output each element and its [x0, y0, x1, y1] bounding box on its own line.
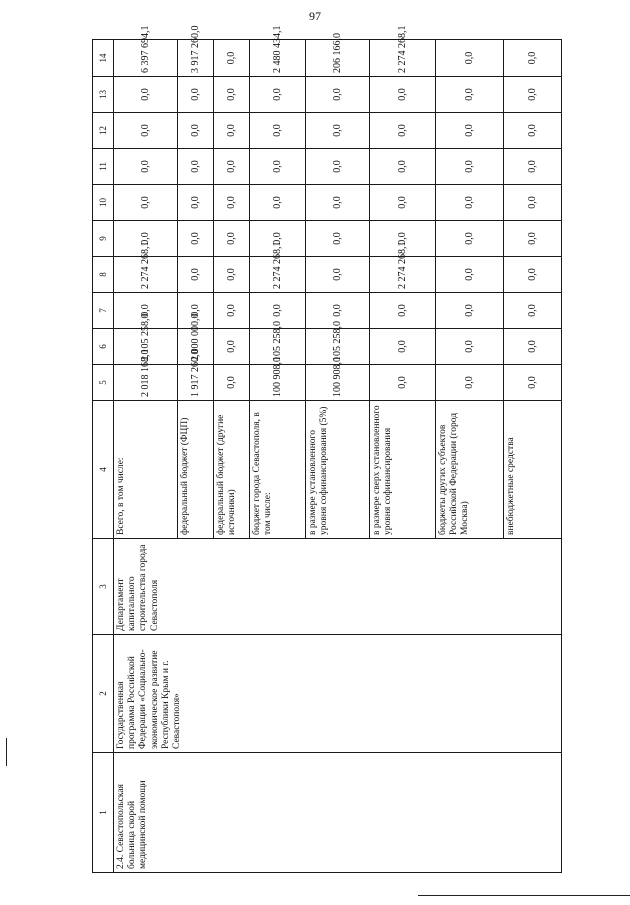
value-cell: 0,0	[504, 329, 562, 365]
page-number: 97	[309, 9, 321, 23]
column-number: 8	[93, 257, 114, 293]
value-cell: 0,0	[214, 113, 250, 149]
value-cell: 0,0	[370, 149, 436, 185]
value-cell: 0,0	[214, 293, 250, 329]
value-cell: 0,0	[504, 365, 562, 401]
value-cell: 3 917 260,0	[178, 40, 214, 77]
value-cell: 0,0	[504, 77, 562, 113]
value-cell: 0,0	[306, 185, 370, 221]
value-cell: 0,0	[250, 149, 306, 185]
column-number: 10	[93, 185, 114, 221]
value-cell: 0,0	[214, 77, 250, 113]
value-cell: 100 908,0	[306, 365, 370, 401]
value-cell: 2 480 434,1	[250, 40, 306, 77]
funding-source-label: бюджет города Севастополя, в том числе:	[250, 401, 306, 539]
value-cell: 0,0	[214, 185, 250, 221]
budget-table	[92, 25, 562, 873]
value-cell: 0,0	[178, 185, 214, 221]
value-cell: 0,0	[436, 365, 504, 401]
value-cell: 0,0	[370, 293, 436, 329]
value-cell: 0,0	[306, 113, 370, 149]
value-cell: 2 018 168,0	[114, 365, 178, 401]
value-cell: 0,0	[370, 365, 436, 401]
binding-mark	[6, 738, 7, 766]
value-cell: 0,0	[306, 77, 370, 113]
value-cell: 0,0	[436, 113, 504, 149]
value-cell: 0,0	[214, 365, 250, 401]
value-cell: 0,0	[250, 77, 306, 113]
value-cell: 0,0	[178, 113, 214, 149]
value-cell: 0,0	[114, 77, 178, 113]
value-cell: 0,0	[250, 293, 306, 329]
value-cell: 0,0	[504, 113, 562, 149]
column-number: 13	[93, 77, 114, 113]
value-cell: 0,0	[370, 185, 436, 221]
value-cell: 0,0	[178, 149, 214, 185]
value-cell: 0,0	[178, 77, 214, 113]
value-cell: 0,0	[214, 40, 250, 77]
value-cell: 206 166,0	[306, 40, 370, 77]
value-cell: 0,0	[436, 185, 504, 221]
rotated-table-wrapper	[92, 25, 557, 873]
value-cell: 0,0	[250, 221, 306, 257]
value-cell: 0,0	[214, 257, 250, 293]
value-cell: 0,0	[436, 40, 504, 77]
column-number: 12	[93, 113, 114, 149]
value-cell: 0,0	[178, 221, 214, 257]
value-cell: 1 917 260,0	[178, 365, 214, 401]
value-cell: 0,0	[306, 293, 370, 329]
value-cell: 0,0	[436, 77, 504, 113]
value-cell: 0,0	[504, 221, 562, 257]
value-cell: 0,0	[436, 221, 504, 257]
column-number: 7	[93, 293, 114, 329]
column-number: 5	[93, 365, 114, 401]
value-cell: 2 274 268,1	[370, 40, 436, 77]
funding-source-label: бюджеты других субъектов Российской Федерации (город Москва)	[436, 401, 504, 539]
column-number: 14	[93, 40, 114, 77]
value-cell: 0,0	[250, 113, 306, 149]
value-cell: 0,0	[306, 149, 370, 185]
value-cell: 2 274 268,1	[250, 257, 306, 293]
value-cell: 6 397 694,1	[114, 40, 178, 77]
value-cell: 0,0	[370, 329, 436, 365]
value-cell: 2 000 000,0	[178, 329, 214, 365]
value-cell: 0,0	[306, 257, 370, 293]
value-cell: 0,0	[436, 329, 504, 365]
value-cell: 2 274 268,1	[370, 257, 436, 293]
funding-source-label: федеральный бюджет (ФЦП)	[178, 401, 214, 539]
column-number: 11	[93, 149, 114, 185]
value-cell: 0,0	[178, 257, 214, 293]
column-number: 9	[93, 221, 114, 257]
funding-source-label: федеральный бюджет (другие источники)	[214, 401, 250, 539]
value-cell: 0,0	[370, 77, 436, 113]
value-cell: 0,0	[306, 221, 370, 257]
value-cell: 0,0	[214, 329, 250, 365]
value-cell: 0,0	[114, 185, 178, 221]
value-cell: 2 105 258,0	[114, 329, 178, 365]
value-cell: 0,0	[214, 221, 250, 257]
value-cell: 0,0	[504, 149, 562, 185]
column-number: 6	[93, 329, 114, 365]
value-cell: 0,0	[114, 221, 178, 257]
object-name: 2.4. Севастопольская больница скорой медицинской помощи	[114, 753, 562, 873]
value-cell: 0,0	[436, 257, 504, 293]
column-number: 2	[93, 635, 114, 753]
value-cell: 0,0	[504, 257, 562, 293]
column-number: 4	[93, 401, 114, 539]
footer-rule	[418, 895, 630, 896]
value-cell: 0,0	[504, 40, 562, 77]
value-cell: 0,0	[214, 149, 250, 185]
value-cell: 0,0	[504, 293, 562, 329]
value-cell: 0,0	[114, 149, 178, 185]
value-cell: 0,0	[178, 293, 214, 329]
value-cell: 100 908,0	[250, 365, 306, 401]
funding-source-label: внебюджетные средства	[504, 401, 562, 539]
executor-name: Департамент капитального строительства города Севастополя	[114, 539, 562, 635]
value-cell: 0,0	[370, 113, 436, 149]
value-cell: 105 258,0	[306, 329, 370, 365]
table-row	[114, 40, 178, 873]
funding-source-label: в размере сверх установленного уровня софинансирования	[370, 401, 436, 539]
column-number: 1	[93, 753, 114, 873]
funding-source-label: Всего, в том числе:	[114, 401, 178, 539]
column-number-row	[93, 40, 114, 873]
program-name: Государственная программа Российской Федерации «Социально-экономическое развитие Республики Крым и г. Севастополя»	[114, 635, 562, 753]
column-number: 3	[93, 539, 114, 635]
value-cell: 0,0	[114, 113, 178, 149]
funding-source-label: в размере установленного уровня софинансирования (5%)	[306, 401, 370, 539]
value-cell: 0,0	[370, 221, 436, 257]
value-cell: 0,0	[436, 293, 504, 329]
value-cell: 105 258,0	[250, 329, 306, 365]
value-cell: 2 274 268,1	[114, 257, 178, 293]
value-cell: 0,0	[114, 293, 178, 329]
value-cell: 0,0	[504, 185, 562, 221]
value-cell: 0,0	[250, 185, 306, 221]
value-cell: 0,0	[436, 149, 504, 185]
